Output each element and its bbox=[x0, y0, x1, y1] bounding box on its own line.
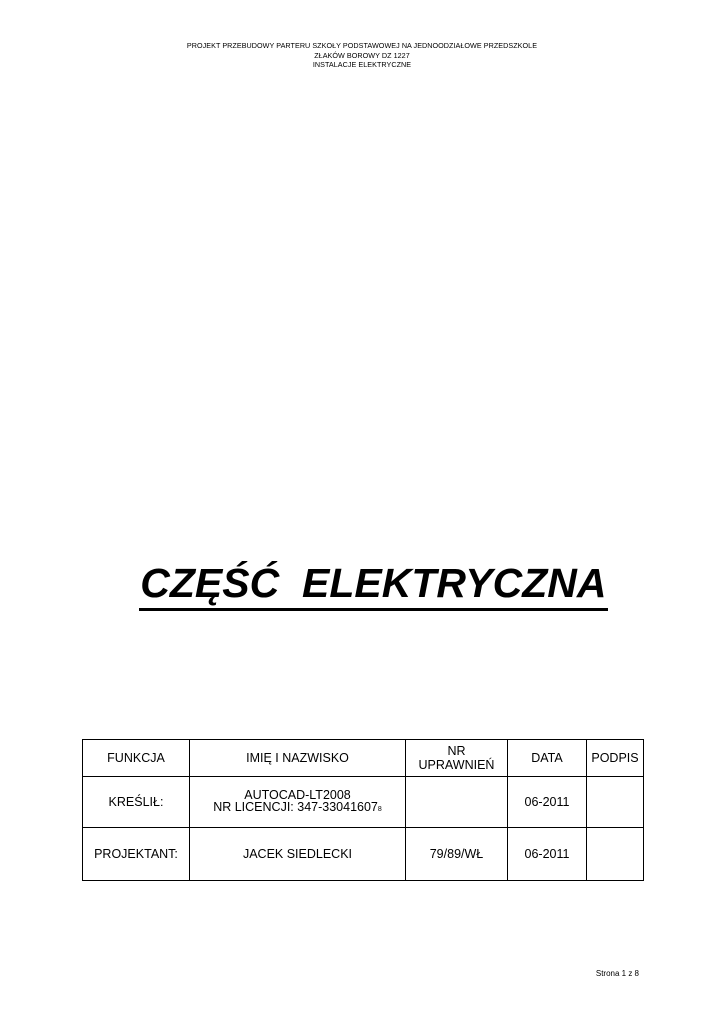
cell-license-number: NR LICENCJI: 347-33041607 bbox=[213, 799, 378, 814]
table-row bbox=[83, 777, 644, 828]
cell-funkcja: PROJEKTANT: bbox=[83, 828, 190, 881]
header-project-scope: INSTALACJE ELEKTRYCZNE bbox=[312, 60, 412, 70]
cell-data: 06-2011 bbox=[508, 828, 587, 881]
cell-license bbox=[192, 801, 403, 816]
header-nr-line1: NR bbox=[447, 744, 466, 758]
cell-data: 06-2011 bbox=[508, 777, 587, 828]
main-title-container bbox=[0, 505, 724, 611]
header-project-location: ZŁAKÓW BOROWY DZ 1227 bbox=[314, 50, 410, 60]
cell-podpis bbox=[587, 777, 644, 828]
header-podpis: PODPIS bbox=[587, 740, 644, 777]
header-nr-line2: UPRAWNIEŃ bbox=[418, 758, 495, 772]
table-header-row bbox=[83, 740, 644, 777]
cell-imie-nazwisko: JACEK SIEDLECKI bbox=[190, 828, 406, 881]
header-nr-uprawnien bbox=[406, 740, 508, 777]
cell-funkcja: KREŚLIŁ: bbox=[83, 777, 190, 828]
header-project-title: PROJEKT PRZEBUDOWY PARTERU SZKOŁY PODSTAWOWEJ NA JEDNOODZIAŁOWE PRZEDSZKOLE bbox=[186, 41, 538, 50]
header-imie-nazwisko: IMIĘ I NAZWISKO bbox=[190, 740, 406, 777]
document-header bbox=[0, 41, 724, 70]
cell-imie-nazwisko bbox=[190, 777, 406, 828]
signature-table bbox=[82, 739, 644, 881]
cell-software: AUTOCAD-LT2008 bbox=[244, 787, 351, 802]
cell-license-suffix: 8 bbox=[377, 805, 382, 813]
page-number: Strona 1 z 8 bbox=[595, 969, 639, 978]
cell-nr-uprawnien bbox=[406, 777, 508, 828]
header-funkcja: FUNKCJA bbox=[83, 740, 190, 777]
header-data: DATA bbox=[508, 740, 587, 777]
cell-podpis bbox=[587, 828, 644, 881]
cell-nr-uprawnien: 79/89/WŁ bbox=[406, 828, 508, 881]
table-row bbox=[83, 828, 644, 881]
main-title: CZĘŚĆ ELEKTRYCZNA bbox=[139, 558, 607, 611]
